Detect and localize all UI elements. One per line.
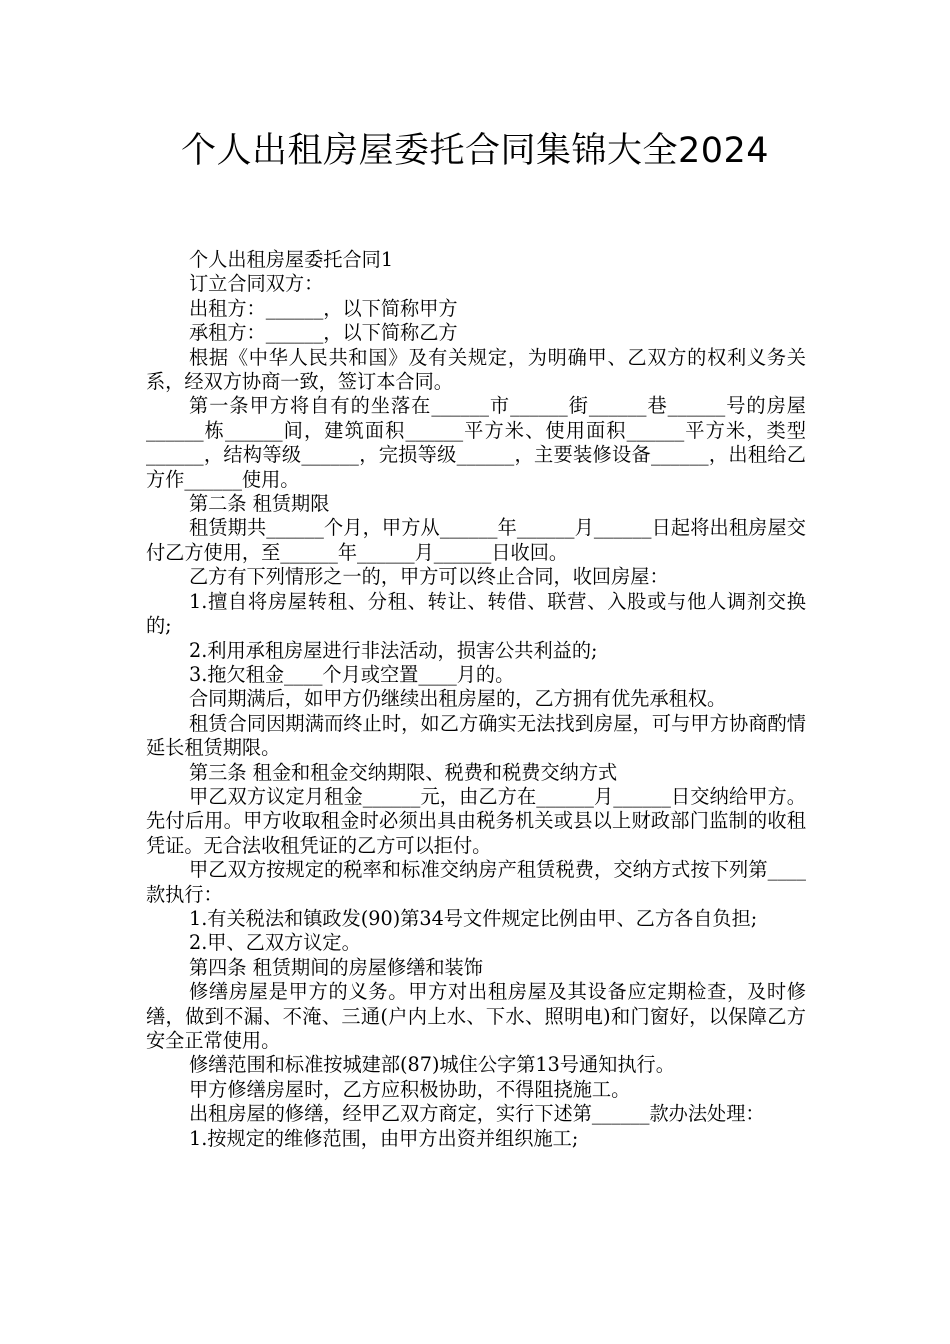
paragraph: 1.有关税法和镇政发(90)第34号文件规定比例由甲、乙方各自负担; [189,906,758,930]
paragraph: 甲方修缮房屋时，乙方应积极协助，不得阻挠施工。 [189,1077,631,1101]
paragraph: 出租方：______，以下简称甲方 [189,296,458,320]
paragraph: 订立合同双方： [189,272,324,296]
paragraph: 第四条 租赁期间的房屋修缮和装饰 [189,955,483,979]
paragraph: 第二条 租赁期限 [189,492,330,516]
paragraph: 根据《中华人民共和国》及有关规定，为明确甲、乙双方的权利义务关系，经双方协商一致，签订本合同。 [146,345,806,394]
paragraph: 第三条 租金和租金交纳期限、税费和税费交纳方式 [189,760,618,784]
paragraph: 3.拖欠租金____个月或空置____月的。 [189,662,515,686]
paragraph: 修缮房屋是甲方的义务。甲方对出租房屋及其设备应定期检查，及时修缮，做到不漏、不淹、三通(户内上水、下水、照明电)和门窗好，以保障乙方安全正常使用。 [146,980,806,1052]
paragraph: 第一条甲方将自有的坐落在______市______街______巷______号的房屋______栋______间，建筑面积______平方米、使用面积______平方米，类型______，结构等级______，完损等级______，主要装修设备______，出租给乙方作______使用。 [146,394,806,491]
paragraph: 个人出租房屋委托合同1 [189,248,394,271]
paragraph: 承租方：______，以下简称乙方 [189,321,458,345]
paragraph: 1.擅自将房屋转租、分租、转让、转借、联营、入股或与他人调剂交换的; [146,589,806,638]
paragraph: 租赁期共______个月，甲方从______年______月______日起将出租房屋交付乙方使用，至______年______月______日收回。 [146,516,806,564]
paragraph: 修缮范围和标准按城建部(87)城住公字第13号通知执行。 [189,1053,675,1077]
paragraph: 2.甲、乙双方议定。 [189,931,361,955]
paragraph: 甲乙双方按规定的税率和标准交纳房产租赁税费，交纳方式按下列第____款执行： [146,858,806,906]
paragraph: 1.按规定的维修范围，由甲方出资并组织施工; [189,1126,579,1150]
paragraph: 出租房屋的修缮，经甲乙双方商定，实行下述第______款办法处理： [189,1102,765,1126]
paragraph: 租赁合同因期满而终止时，如乙方确实无法找到房屋，可与甲方协商酌情延长租赁期限。 [146,711,806,760]
paragraph: 甲乙双方议定月租金______元，由乙方在______月______日交纳给甲方。先付后用。甲方收取租金时必须出具由税务机关或县以上财政部门监制的收租凭证。无合法收租凭证的乙方可以拒付。 [146,784,806,857]
document-title: 个人出租房屋委托合同集锦大全2024 [180,131,770,171]
paragraph: 2.利用承租房屋进行非法活动，损害公共利益的; [189,638,598,662]
document-body [146,248,806,1151]
paragraph: 乙方有下列情形之一的，甲方可以终止合同，收回房屋： [189,565,669,589]
paragraph: 合同期满后，如甲方仍继续出租房屋的，乙方拥有优先承租权。 [189,687,727,711]
